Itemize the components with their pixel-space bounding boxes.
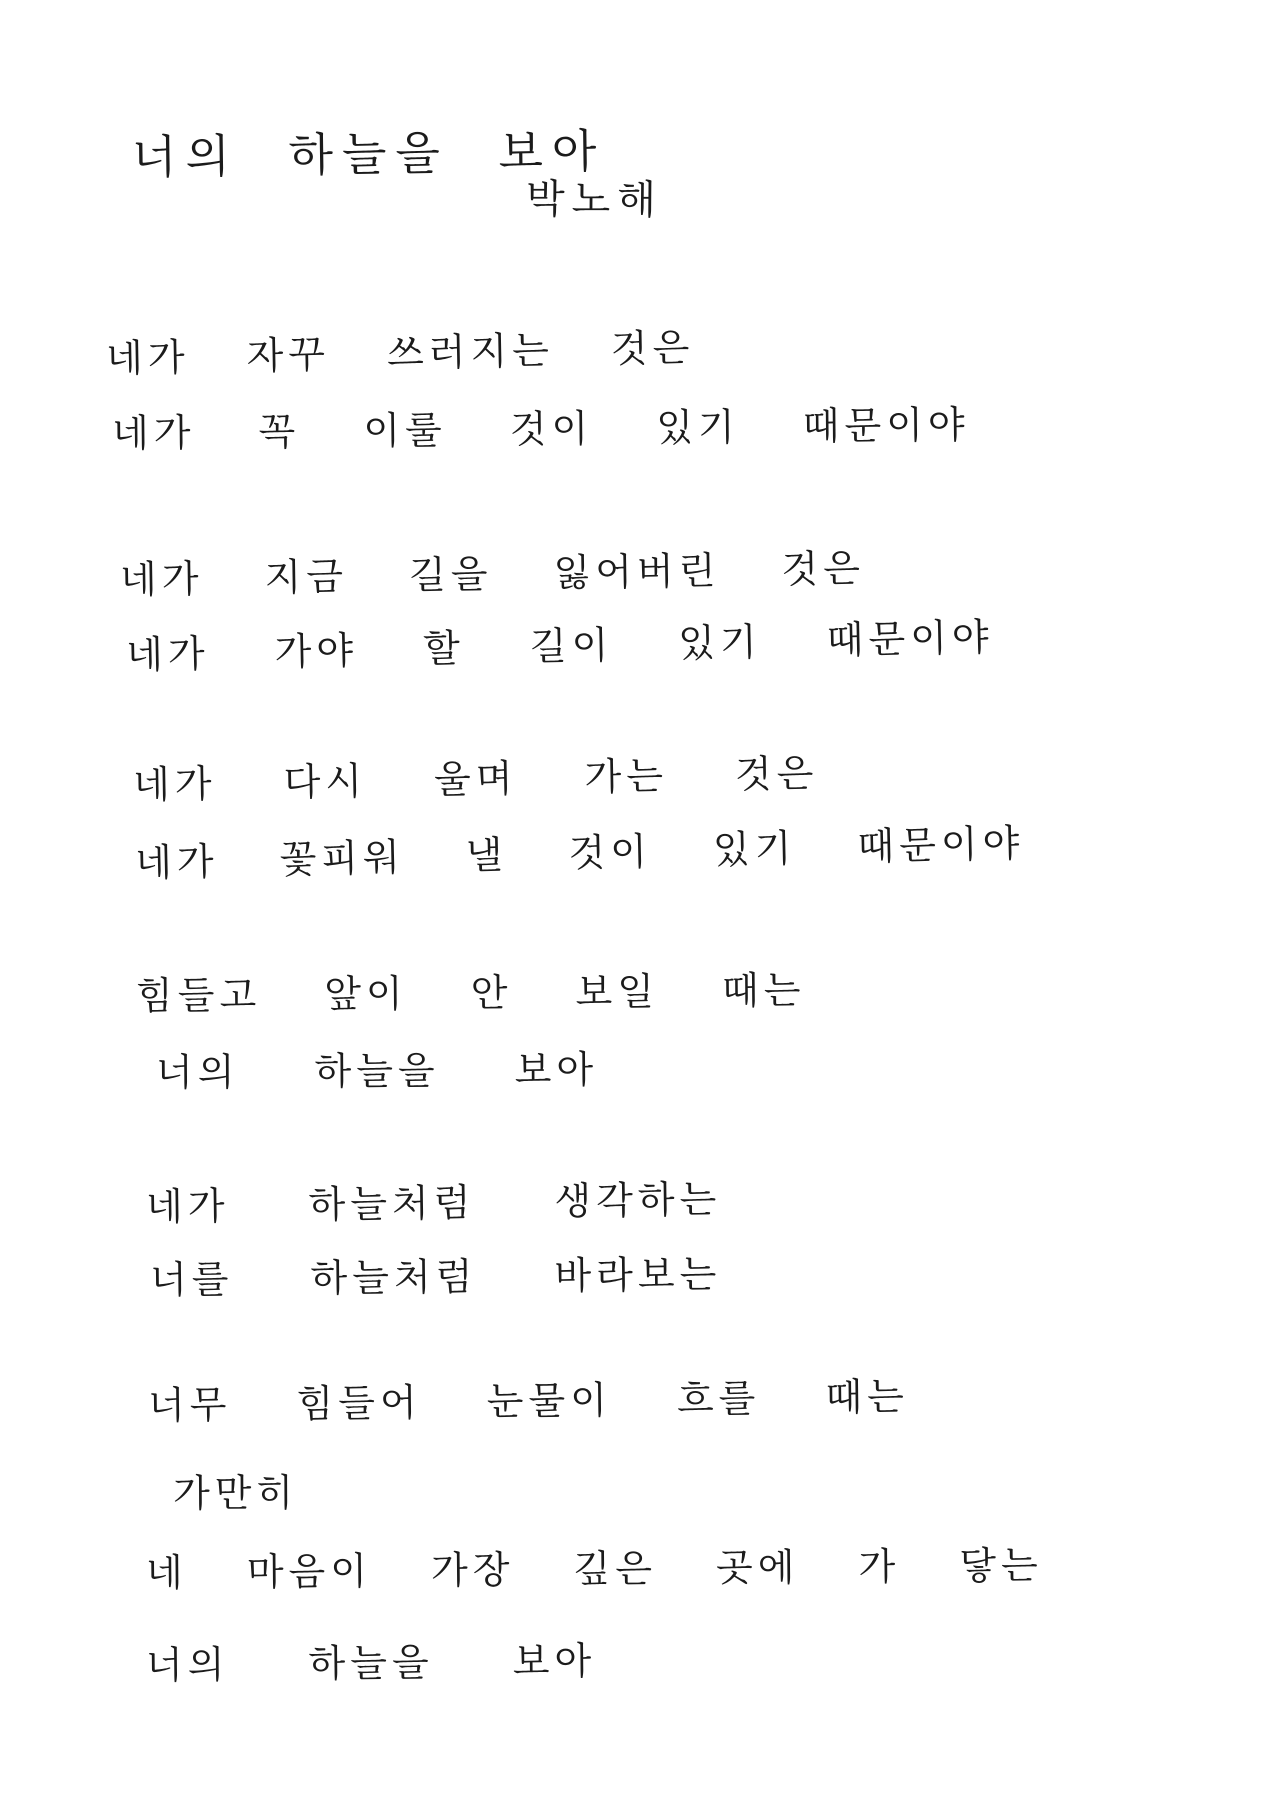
poem-line: 네가 다시 울며 가는 것은 [132,751,819,807]
poem-line: 네 마음이 가장 깊은 곳에 가 닿는 [145,1543,1043,1595]
poem-line: 네가 꼭 이룰 것이 있기 때문이야 [111,402,970,456]
poem-line: 힘들고 앞이 안 보일 때는 [135,968,806,1018]
poem-line: 네가 자꾸 쓰러지는 것은 [105,325,695,381]
poem-line: 너를 하늘처럼 바라보는 [149,1252,722,1302]
poem-line: 너의 하늘을 보아 [155,1047,599,1095]
poem-line: 네가 꽃피워 낼 것이 있기 때문이야 [134,820,1025,886]
poem-title: 너의 하늘을 보아 [131,123,606,185]
poem-line: 네가 지금 길을 잃어버린 것은 [119,546,866,602]
poem-line: 네가 하늘처럼 생각하는 [145,1176,722,1230]
poem-author: 박노해 [525,176,664,224]
poem-line: 가만히 [172,1470,299,1516]
poem-line: 너의 하늘을 보아 [145,1638,597,1688]
poem-line: 너무 힘들어 눈물이 흐를 때는 [147,1374,910,1428]
poem-line: 네가 가야 할 길이 있기 때문이야 [125,614,995,678]
